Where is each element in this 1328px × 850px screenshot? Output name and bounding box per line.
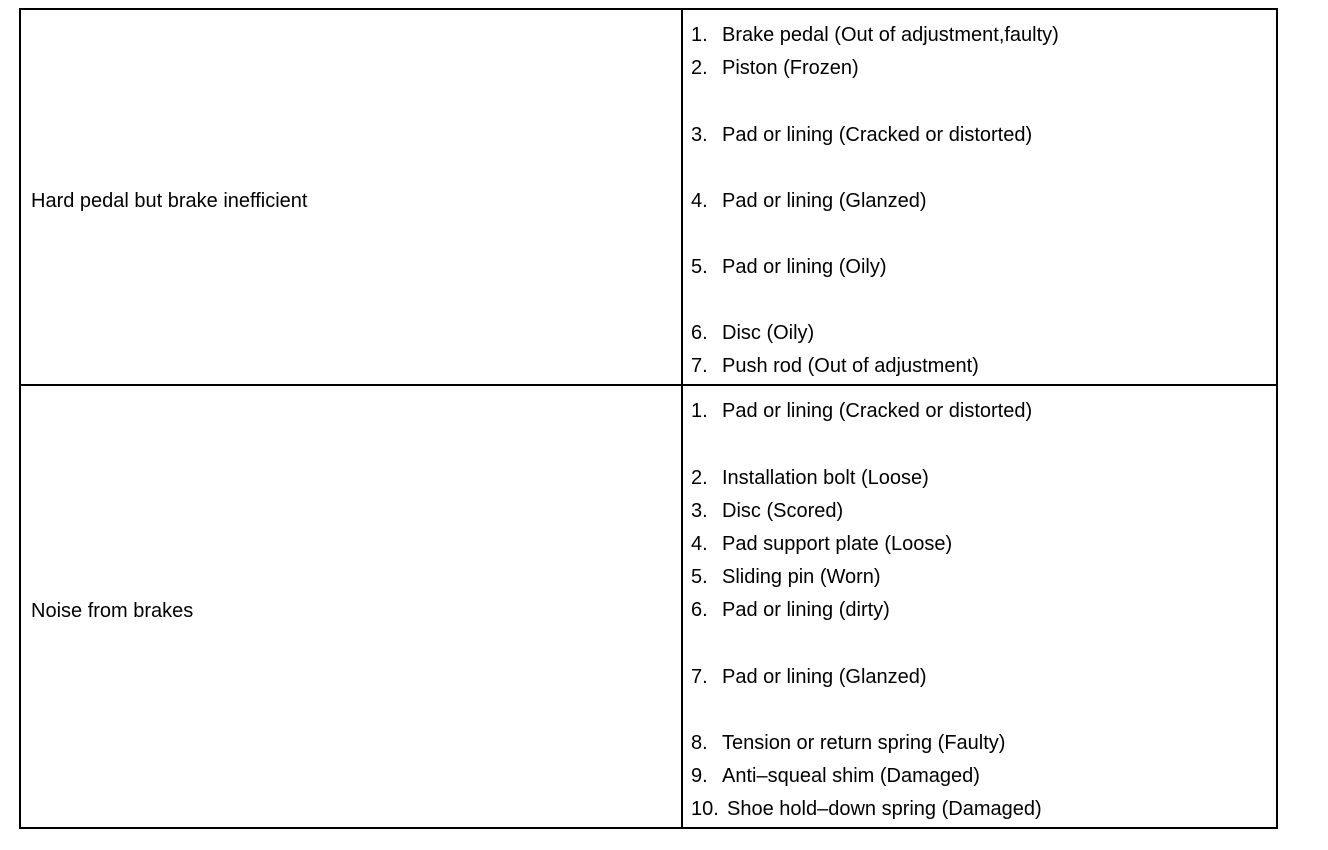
cause-item: 4. Pad support plate (Loose) [691, 533, 953, 555]
row-divider [21, 384, 1276, 386]
cause-item: 3. Pad or lining (Cracked or distorted) [691, 124, 1033, 146]
cause-item: 2. Piston (Frozen) [691, 57, 859, 79]
cause-item: 6. Pad or lining (dirty) [691, 599, 890, 621]
column-divider [681, 10, 683, 827]
cause-item: 5. Pad or lining (Oily) [691, 256, 887, 278]
cause-item: 9. Anti–squeal shim (Damaged) [691, 765, 980, 787]
cause-item: 2. Installation bolt (Loose) [691, 467, 929, 489]
symptom-cell: Hard pedal but brake inefficient [31, 190, 308, 212]
cause-item: 8. Tension or return spring (Faulty) [691, 732, 1006, 754]
cause-item: 1. Pad or lining (Cracked or distorted) [691, 400, 1033, 422]
troubleshooting-table [19, 8, 1278, 829]
cause-item: 3. Disc (Scored) [691, 500, 844, 522]
symptom-cell: Noise from brakes [31, 600, 194, 622]
cause-item: 4. Pad or lining (Glanzed) [691, 190, 927, 212]
cause-item: 10. Shoe hold–down spring (Damaged) [691, 798, 1042, 820]
cause-item: 1. Brake pedal (Out of adjustment,faulty) [691, 24, 1059, 46]
cause-item: 6. Disc (Oily) [691, 322, 815, 344]
cause-item: 7. Pad or lining (Glanzed) [691, 666, 927, 688]
cause-item: 7. Push rod (Out of adjustment) [691, 355, 979, 377]
cause-item: 5. Sliding pin (Worn) [691, 566, 881, 588]
